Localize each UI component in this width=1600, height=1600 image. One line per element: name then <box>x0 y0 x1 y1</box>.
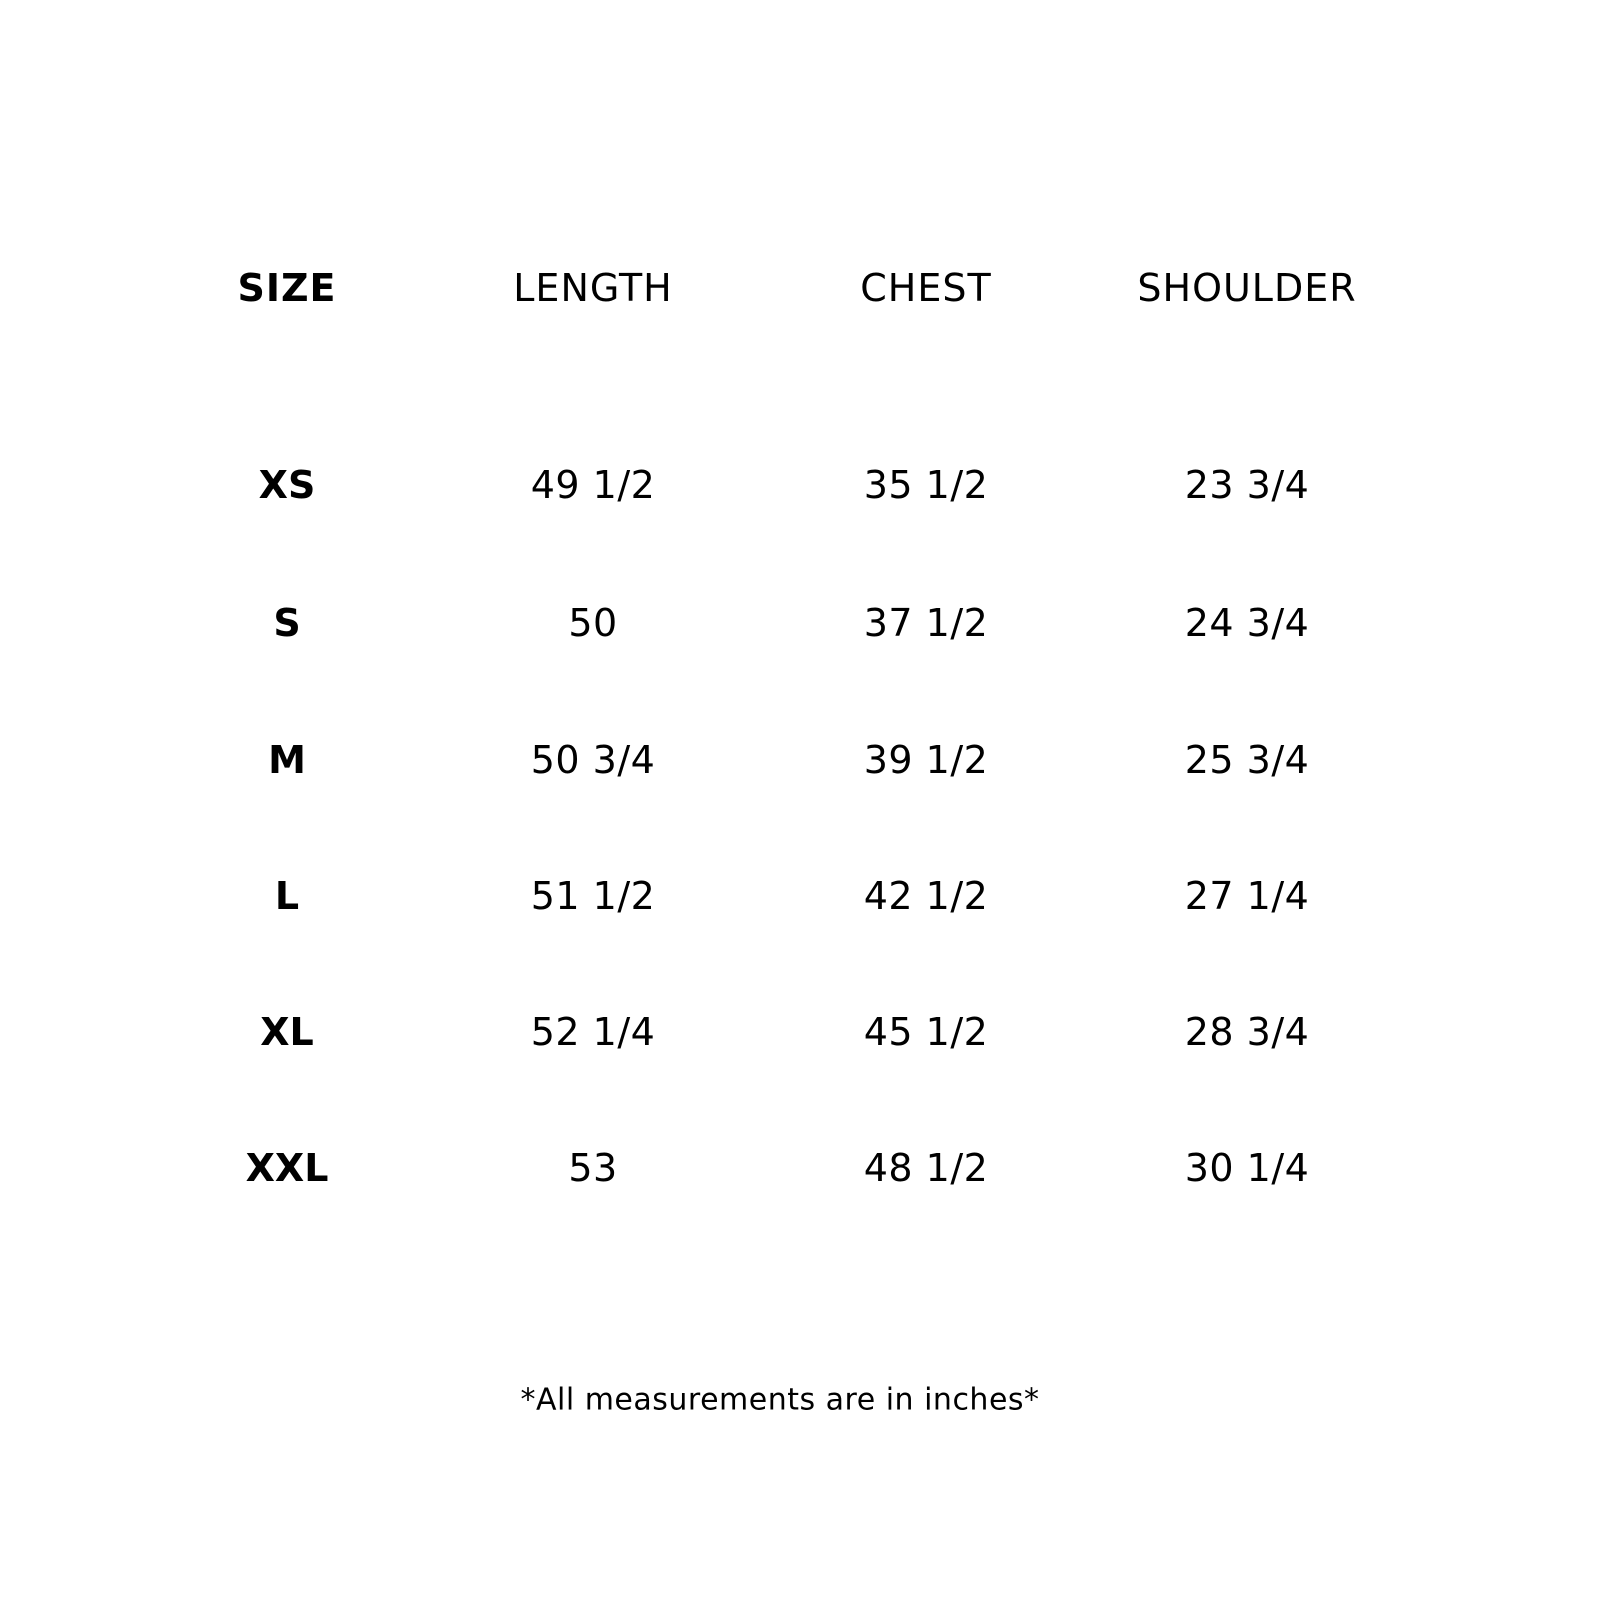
row-size-label: M <box>268 738 306 782</box>
shoulder-value: 25 3/4 <box>1184 738 1310 782</box>
length-value: 51 1/2 <box>530 874 656 918</box>
length-value: 50 3/4 <box>530 738 656 782</box>
chest-value: 45 1/2 <box>863 1010 989 1054</box>
chest-value: 48 1/2 <box>863 1146 989 1190</box>
chest-value: 37 1/2 <box>863 601 989 645</box>
length-value: 49 1/2 <box>530 463 656 507</box>
shoulder-value: 23 3/4 <box>1184 463 1310 507</box>
shoulder-value: 27 1/4 <box>1184 874 1310 918</box>
shoulder-value: 28 3/4 <box>1184 1010 1310 1054</box>
measurements-footnote: *All measurements are in inches* <box>520 1382 1040 1418</box>
row-size-label: XL <box>260 1010 314 1054</box>
row-size-label: XS <box>258 463 316 507</box>
row-size-label: XXL <box>245 1146 329 1190</box>
header-chest: CHEST <box>860 266 992 310</box>
shoulder-value: 30 1/4 <box>1184 1146 1310 1190</box>
length-value: 50 <box>568 601 618 645</box>
length-value: 53 <box>568 1146 618 1190</box>
row-size-label: S <box>273 601 301 645</box>
shoulder-value: 24 3/4 <box>1184 601 1310 645</box>
chest-value: 35 1/2 <box>863 463 989 507</box>
row-size-label: L <box>274 874 300 918</box>
chest-value: 39 1/2 <box>863 738 989 782</box>
header-size: SIZE <box>237 266 337 310</box>
chest-value: 42 1/2 <box>863 874 989 918</box>
length-value: 52 1/4 <box>530 1010 656 1054</box>
header-shoulder: SHOULDER <box>1137 266 1357 310</box>
header-length: LENGTH <box>513 266 673 310</box>
